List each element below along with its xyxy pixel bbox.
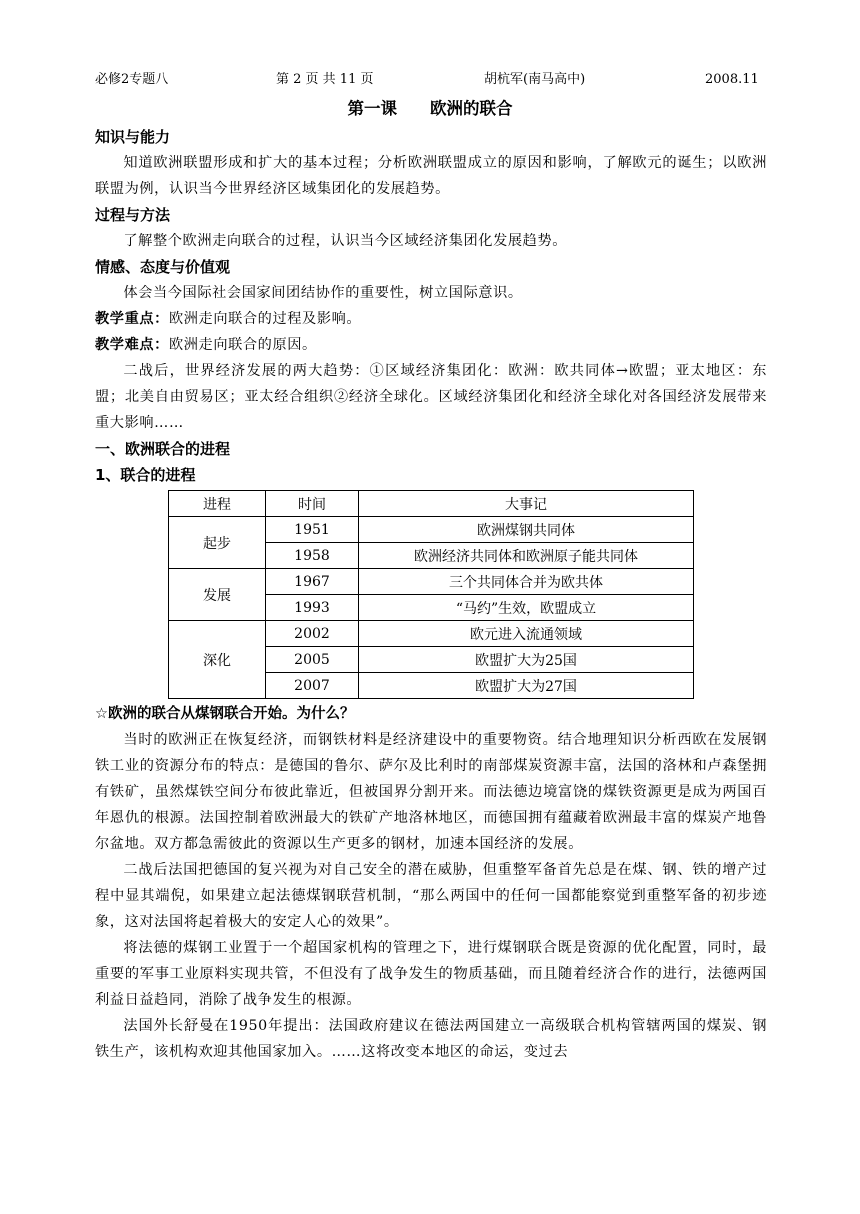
stage-cell: 深化 <box>169 621 266 699</box>
table-header-year: 时间 <box>266 491 359 517</box>
event-cell: 欧元进入流通领域 <box>359 621 694 647</box>
table-header-row <box>169 491 694 517</box>
teaching-difficulty-text: 欧洲走向联合的原因。 <box>168 337 317 353</box>
event-cell: 欧盟扩大为25国 <box>359 647 694 673</box>
year-cell: 1993 <box>266 595 359 621</box>
year-cell: 2002 <box>266 621 359 647</box>
event-cell: 三个共同体合并为欧共体 <box>359 569 694 595</box>
part1-heading: 一、欧洲联合的进程 <box>95 440 231 458</box>
question-heading: ☆欧洲的联合从煤钢联合开始。为什么？ <box>95 706 355 722</box>
body-paragraph: 当时的欧洲正在恢复经济，而钢铁材料是经济建设中的重要物资。结合地理知识分析西欧在发展钢铁工业的资源分布的特点：是德国的鲁尔、萨尔及比利时的南部煤炭资源丰富，法国的洛林和卢森堡拥有铁矿，虽然煤铁空间分布彼此靠近，但被国界分割开来。而法德边境富饶的煤铁资源更是成为两国百年恩仇的根源。法国控制着欧洲最大的铁矿产地洛林地区，而德国拥有蕴藏着欧洲最丰富的煤炭产地鲁尔盆地。双方都急需彼此的资源以生产更多的钢材，加速本国经济的发展。 <box>95 732 767 852</box>
process-heading: 过程与方法 <box>95 206 171 224</box>
emotion-text: 体会当今国际社会国家间团结协作的重要性，树立国际意识。 <box>123 285 523 301</box>
timeline-table-wrapper <box>168 490 767 699</box>
year-cell: 1958 <box>266 543 359 569</box>
table-row <box>169 621 694 647</box>
year-cell: 2005 <box>266 647 359 673</box>
header-page-number: 第 2 页 共 11 页 <box>276 72 374 87</box>
year-cell: 2007 <box>266 673 359 699</box>
teaching-focus-text: 欧洲走向联合的过程及影响。 <box>168 311 362 327</box>
body-paragraph: 二战后法国把德国的复兴视为对自己安全的潜在威胁，但重整军备首先总是在煤、钢、铁的增产过程中显其端倪，如果建立起法德煤钢联营机制，“那么两国中的任何一国都能察觉到重整军备的初步迹象，这对法国将起着极大的安定人心的效果”。 <box>95 862 767 930</box>
event-cell: 欧洲煤钢共同体 <box>359 517 694 543</box>
stage-cell: 起步 <box>169 517 266 569</box>
stage-cell: 发展 <box>169 569 266 621</box>
header-course: 必修2专题八 <box>95 72 169 87</box>
intro-paragraph: 二战后，世界经济发展的两大趋势：①区域经济集团化：欧洲：欧共同体→欧盟；亚太地区：东盟；北美自由贸易区；亚太经合组织②经济全球化。区域经济集团化和经济全球化对各国经济发展带来重大影响…… <box>95 363 767 431</box>
year-cell: 1967 <box>266 569 359 595</box>
body-paragraph: 法国外长舒曼在1950年提出：法国政府建议在德法两国建立一高级联合机构管辖两国的煤炭、钢铁生产，该机构欢迎其他国家加入。……这将改变本地区的命运，变过去 <box>95 1018 767 1060</box>
table-header-stage: 进程 <box>169 491 266 517</box>
year-cell: 1951 <box>266 517 359 543</box>
table-row <box>169 569 694 595</box>
teaching-focus-label: 教学重点： <box>95 311 169 327</box>
event-cell: 欧洲经济共同体和欧洲原子能共同体 <box>359 543 694 569</box>
lesson-title: 第一课 欧洲的联合 <box>347 99 513 118</box>
table-row <box>169 517 694 543</box>
header-author: 胡杭军(南马高中) <box>484 72 586 87</box>
emotion-heading: 情感、态度与价值观 <box>95 258 231 276</box>
event-cell: 欧盟扩大为27国 <box>359 673 694 699</box>
main-content <box>95 124 767 1065</box>
knowledge-text: 知道欧洲联盟形成和扩大的基本过程；分析欧洲联盟成立的原因和影响，了解欧元的诞生；以欧洲联盟为例，认识当今世界经济区域集团化的发展趋势。 <box>95 155 767 197</box>
process-text: 了解整个欧洲走向联合的过程，认识当今区域经济集团化发展趋势。 <box>123 233 568 249</box>
header-date: 2008.11 <box>705 72 759 87</box>
knowledge-heading: 知识与能力 <box>95 128 171 146</box>
table-header-event: 大事记 <box>359 491 694 517</box>
teaching-focus <box>95 306 767 332</box>
timeline-table <box>168 490 694 699</box>
body-paragraph: 将法德的煤钢工业置于一个超国家机构的管理之下，进行煤钢联合既是资源的优化配置，同时，最重要的军事工业原料实现共管，不但没有了战争发生的物质基础，而且随着经济合作的进行，法德两国利益日益趋同，消除了战争发生的根源。 <box>95 940 767 1008</box>
event-cell: “马约”生效，欧盟成立 <box>359 595 694 621</box>
sub1-heading: 1、联合的进程 <box>95 466 196 484</box>
teaching-difficulty <box>95 332 767 358</box>
teaching-difficulty-label: 教学难点： <box>95 337 169 353</box>
